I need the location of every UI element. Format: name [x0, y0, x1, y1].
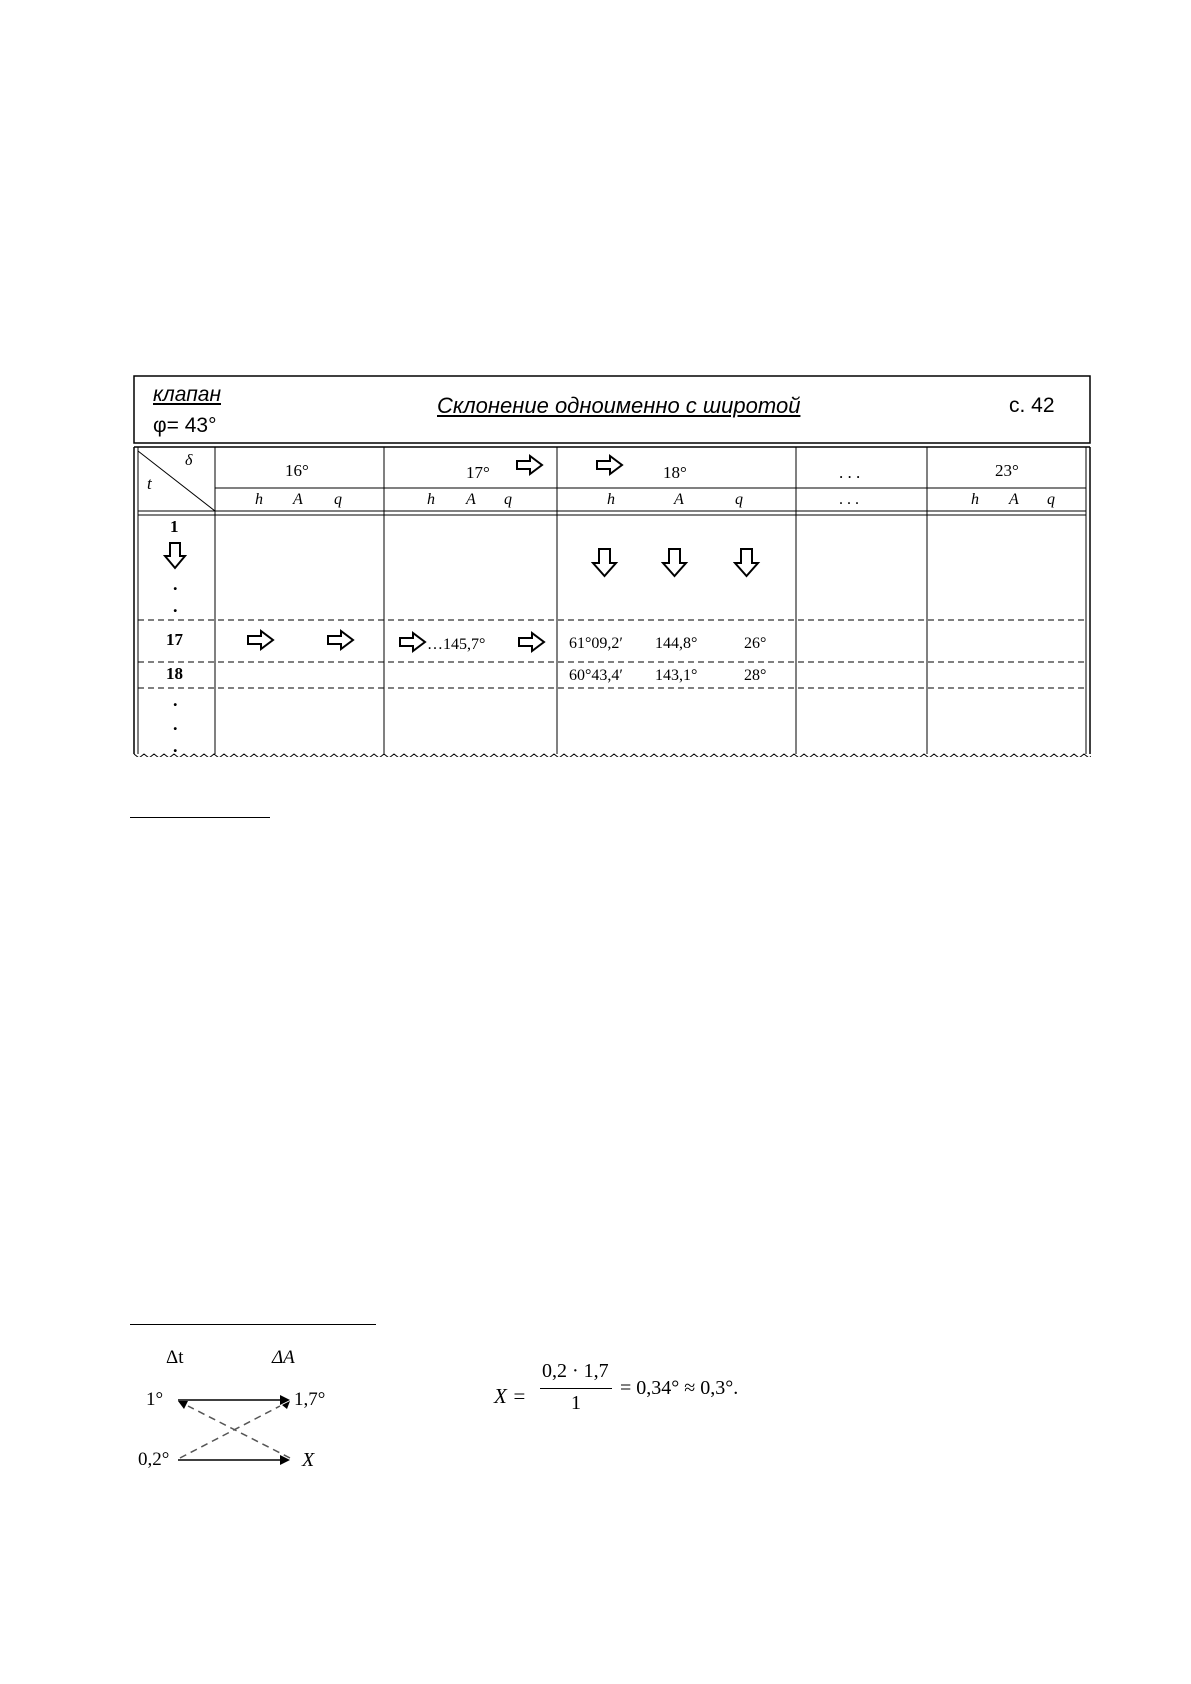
row-dot: . — [173, 736, 178, 756]
row-label-18: 18 — [166, 664, 183, 683]
arrow-down-outline-icon — [163, 541, 187, 571]
header-16: 16° — [285, 461, 309, 480]
row-label-17: 17 — [166, 630, 183, 649]
almanac-table — [133, 375, 1091, 757]
latitude-label: φ= 43° — [153, 414, 217, 437]
subheader-q: q — [334, 491, 342, 508]
arrow-down-outline-icon — [591, 547, 619, 579]
valve-label: клапан — [153, 383, 221, 406]
subheader-A: A — [466, 491, 476, 508]
cell-18-18-h: 60°43,4′ — [569, 667, 623, 684]
cell-17-18-h: 61°09,2′ — [569, 635, 623, 652]
formula-lhs: X = — [494, 1384, 527, 1408]
subheader-q: q — [1047, 491, 1055, 508]
arrow-right-outline-icon — [517, 631, 547, 653]
row-dot: . — [173, 574, 178, 594]
arrow-right-outline-icon — [246, 629, 276, 651]
header-ellipsis: . . . — [839, 463, 861, 482]
row-dot: . — [173, 714, 178, 734]
subheader-q: q — [735, 491, 743, 508]
cell-18-18-q: 28° — [744, 667, 767, 684]
corner-delta-label: δ — [185, 452, 193, 469]
footnote-separator — [130, 1324, 376, 1325]
arrow-down-outline-icon — [661, 547, 689, 579]
t-step-label: 1° — [146, 1389, 164, 1410]
cell-17-17-azimuth: …145,7° — [427, 636, 486, 653]
header-18: 18° — [663, 463, 687, 482]
corner-t-label: t — [147, 474, 152, 493]
subheader-h: h — [427, 491, 435, 508]
row-dot: . — [173, 690, 178, 710]
fraction-bar — [540, 1388, 612, 1389]
subheader-h: h — [971, 491, 979, 508]
subheader-q: q — [504, 491, 512, 508]
t-fraction-label: 0,2° — [138, 1449, 170, 1470]
subheader-A: A — [1009, 491, 1019, 508]
header-23: 23° — [995, 461, 1019, 480]
cell-18-18-A: 143,1° — [655, 667, 698, 684]
arrow-right-outline-icon — [515, 454, 545, 476]
formula — [494, 1360, 794, 1430]
unknown-label: X — [302, 1449, 315, 1471]
interpolation-diagram — [130, 1348, 370, 1478]
table-title: Склонение одноименно с широтой — [437, 393, 801, 418]
cell-17-18-A: 144,8° — [655, 635, 698, 652]
arrow-down-outline-icon — [733, 547, 761, 579]
page-reference: с. 42 — [1009, 394, 1055, 417]
formula-rhs: = 0,34° ≈ 0,3°. — [620, 1377, 739, 1399]
A-step-label: 1,7° — [294, 1389, 326, 1410]
row-dot: . — [173, 596, 178, 616]
arrow-right-outline-icon — [326, 629, 356, 651]
formula-numerator: 0,2 · 1,7 — [542, 1360, 609, 1382]
formula-denominator: 1 — [571, 1392, 581, 1414]
delta-t-label: Δt — [166, 1347, 184, 1368]
cell-17-18-q: 26° — [744, 635, 767, 652]
subheader-A: A — [293, 491, 303, 508]
row-label-1: 1 — [170, 517, 179, 536]
subheader-h: h — [255, 491, 263, 508]
subheader-h: h — [607, 491, 615, 508]
arrow-right-outline-icon — [398, 631, 428, 653]
separator-line — [130, 817, 270, 818]
subheader-ellipsis: . . . — [839, 491, 859, 508]
subheader-A: A — [674, 491, 684, 508]
delta-A-label: ΔA — [272, 1347, 295, 1368]
header-17: 17° — [466, 463, 490, 482]
arrow-right-outline-icon — [595, 454, 625, 476]
